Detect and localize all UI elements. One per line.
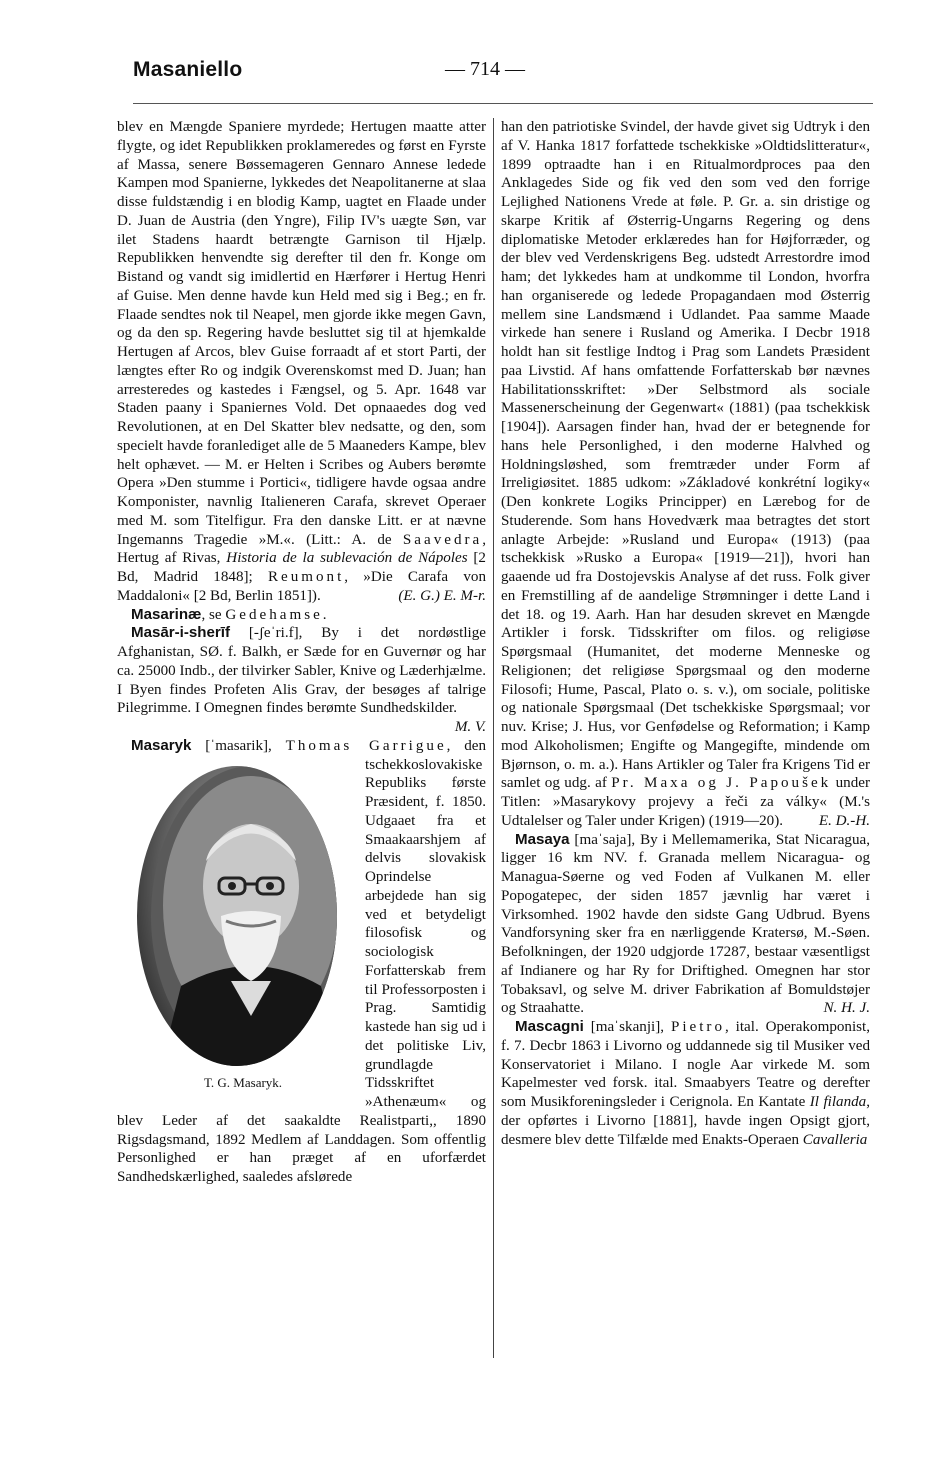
portrait-figure (117, 762, 355, 1093)
masaryk-portrait-image (137, 766, 337, 1066)
page-header (133, 58, 873, 98)
entry-mascagni: Mascagni [maˈskanji], Pietro, ital. Operakomponist, f. 7. Decbr 1863 i Livorno og uddannede sig til Musiker ved Konservatoriet i Milano. I nogle Aar virkede M. som Kapelmester ved forsk. ital. Smaabyers Teatre og derefter som Musikforeningsleder i Cerignola. En Kantate Il filanda, der opførtes i Livorno [1881], havde ingen Opsigt gjort, desmere blev dette Tilfælde med Enakts-Operaen Cavalleria (501, 1018, 870, 1148)
headword: Masaryk (131, 736, 192, 754)
page-number: — 714 — (445, 58, 525, 80)
left-column (117, 118, 486, 1187)
column-divider (493, 118, 494, 1358)
entry-masaya: Masaya [maˈsaja], By i Mellemamerika, Stat Nicaragua, ligger 16 km NV. f. Granada mellem Nicaragua- og Managua-Søerne og ved Foden af Vulkanen M. eller Popogatepec, der siden 1857 jævnlig har været i Virksomhed. 1902 havde den sidste Gang Udbrud. Byens Vandforsyning sker fra en nærliggende Kratersø, M.-Søen. Befolkningen, der 1920 udgjorde 17287, bestaar væsentligst af Indianere og har Ry for Driftighed. Omegnen har stor Tobaksavl, og selve M. driver Fabrikation af Bomuldstøjer og Straahatte. N. H. J. (501, 830, 870, 1017)
header-rule (133, 103, 873, 104)
author-signature: E. D.-H. (818, 812, 870, 829)
author-signature: N. H. J. (823, 1000, 870, 1017)
entry-masarinae: Masarinæ, se Gedehamse. (131, 605, 327, 623)
right-column (501, 118, 870, 1149)
masaniello-continuation: blev en Mængde Spaniere myrdede; Hertugen maatte atter flygte, og idet Republikken proklameredes og først en Fyrste af Massa, senere Bøssemageren Gennaro Annese ledede Kampen mod Spanierne, lykkedes det Neapolitanerne at slaa disse fuldstændig i en blodig Kamp, uagtet en Flaade under D. Juan de Austria (den Yngre), Filip IV's uægte Søn, var ilet Stadens haardt betrængte Garnison til Hjælp. Republikken henvendte sig derefter til den fr. Konge om Bistand og vandt sig imidlertid en Hærfører i Hertug Henri af Guise. Men denne havde kun Held med sig i Beg.; en fr. Flaade sendtes nok til Neapel, men gjorde ikke megen Gavn, og da den sp. Regering havde besluttet sig til at hjemkalde Hertugen af Arcos, blev Guise forraadt af et stort Parti, der længtes efter Ro og indgik Overenskomst med D. Juan; han arresteredes og kastedes i Fængsel, og 5. Apr. 1648 var Staden paany i Spaniernes Vold. Det opnaaedes dog ved Revolutionen, at en Del Skatter blev nedsatte, og den, som specielt havde foranlediget alle de 5 Maaneders Kampe, blev helt ophævet. — M. er Helten i Scribes og Aubers berømte Opera »Den stumme i Portici«, tidligere havde ogsaa andre Komponister, navnlig Italieneren Carafa, skrevet Operaer med M. som Titelfigur. Fra den danske Litt. er at nævne Ingemanns Tragedie »M.«. (Litt.: A. de Saavedra, Hertug af Rivas, Historia de la sublevación de Nápoles [2 Bd, Madrid 1848]; Reumont, »Die Carafa von Maddaloni« [2 Bd, Berlin 1851]). (E. G.) E. M-r. (117, 119, 486, 604)
entry-masar-i-sherif: Masār-i-sherīf [-ʃeˈri.f], By i det nordøstlige Afghanistan, SØ. f. Balkh, er Sæde for en Guvernør og har ca. 25000 Indb., der tilvirker Sabler, Knive og Læderhjælme. I Byen findes Profeten Alis Grav, der besøges af talrige Pilegrimme. I Omegnen findes berømte Sundhedskilder. M. V. (117, 624, 486, 735)
headword: Masār-i-sherīf (131, 624, 230, 642)
headword: Masaya (515, 830, 570, 848)
author-signature: (E. G.) E. M-r. (398, 587, 486, 604)
masaryk-continuation: han den patriotiske Svindel, der havde givet sig Udtryk i den af V. Hanka 1817 forfattede tschekkiske »Oldtidslitteratur«, 1899 optraadte han i en Ritualmordproces paa den Anklagedes Side og fik ved den som ved den forrige Lejlighed Nationens Vrede at føle. P. Gr. a. sin dristige og skarpe Kritik af Østerrig-Ungarns Regering og dens diplomatiske Metoder erklæredes han for Højforræder, og der blev ved Verdenskrigens Beg. udstedt Arrestordre imod ham; det lykkedes ham at undkomme til London, hvorfra han organiserede og ledede Propagandaen mod Østerrig mellem sine Landsmænd i Udlandet. Paa samme Maade virkede han senere i Rusland og Amerika. I Decbr 1918 holdt han sit festlige Indtog i Prag som Landets Præsident paa Livstid. Af hans omfattende Forfatterskab bør nævnes Habilitationsskriftet: »Der Selbstmord als sociale Massenerscheinung der Gegenwart« (1881) (paa tschekkisk [1904]). Aarsagen finder han, hvad der er betegnende for hans hele Personlighed, i den moderne Halvhed og Holdningsløshed, som fremtræder under Form af Irreligiøsitet. 1885 udkom: »Základové konkrétní logiky« (Den konkrete Logiks Principper) en Lærebog for de Studerende. Som hans Hovedværk maa betragtes det stort anlagte Arbejde: »Rusland und Europa« (1913) (paa tschekkisk »Rusko a Europa« [1919—21]), hvori han gaaende ud fra Dostojevskis Analyse af det russ. Folk giver en Fremstilling af de aandelige Strømninger i dette Land i det 18. og 19. Aarh. Han har desuden skrevet en Mængde Artikler i forsk. Tidsskrifter om filos. og religiøse Spørgsmaal (Humanitet, det moderne Menneske og Religionen; det religiøse Spørgsmaal og den moderne Filosofi; Hume, Pascal, Plato o. s. v.), om sociale, politiske og nationale Spørgsmaal (Det tschekkiske Spørgsmaal; vor nuv. Krise; J. Hus, vor Genfødelse og Reformation; i Kamp mod Alkoholismen; Engifte og Mangegifte, mindende om Bjørnson, o. m. a.). Hans Artikler og Taler fra Krigens Tid er samlet og udg. af Pr. Maxa og J. Papoušek under Titlen: »Masarykovy projevy a řeči za války« (M.'s Udtalelser og Taler under Krigen) (1919—20). E. D.-H. (501, 119, 870, 829)
headword: Masarinæ (131, 605, 202, 623)
entry-masaryk: Masaryk [ˈmasarik], Thomas Garrigue T. G. Masaryk. , den tschekkoslovakiske Republiks første Præsident, f. 1850. Udgaaet fra et Smaakaarshjem af delvis slovakisk Oprindelse arbejdede han sig ved et betydeligt filosofisk og sociologisk Forfatterskab frem til Professorposten i Prag. Samtidig kastede han sig ud i det politiske Liv, grundlagde Tidsskriftet »Athenæum« og blev Leder af det saakaldte Realistparti,, 1890 Rigsdagsmand, 1892 Medlem af Landdagen. Som offentlig Personlighed er han præget af en uforfærdet Sandhedskærlighed, saaledes afslørede (117, 736, 486, 1185)
running-headword: Masaniello (133, 58, 243, 81)
headword: Mascagni (515, 1018, 584, 1035)
author-signature: M. V. (454, 719, 486, 735)
portrait-caption: T. G. Masaryk. (203, 1074, 283, 1090)
portrait-illustration (151, 766, 337, 1066)
